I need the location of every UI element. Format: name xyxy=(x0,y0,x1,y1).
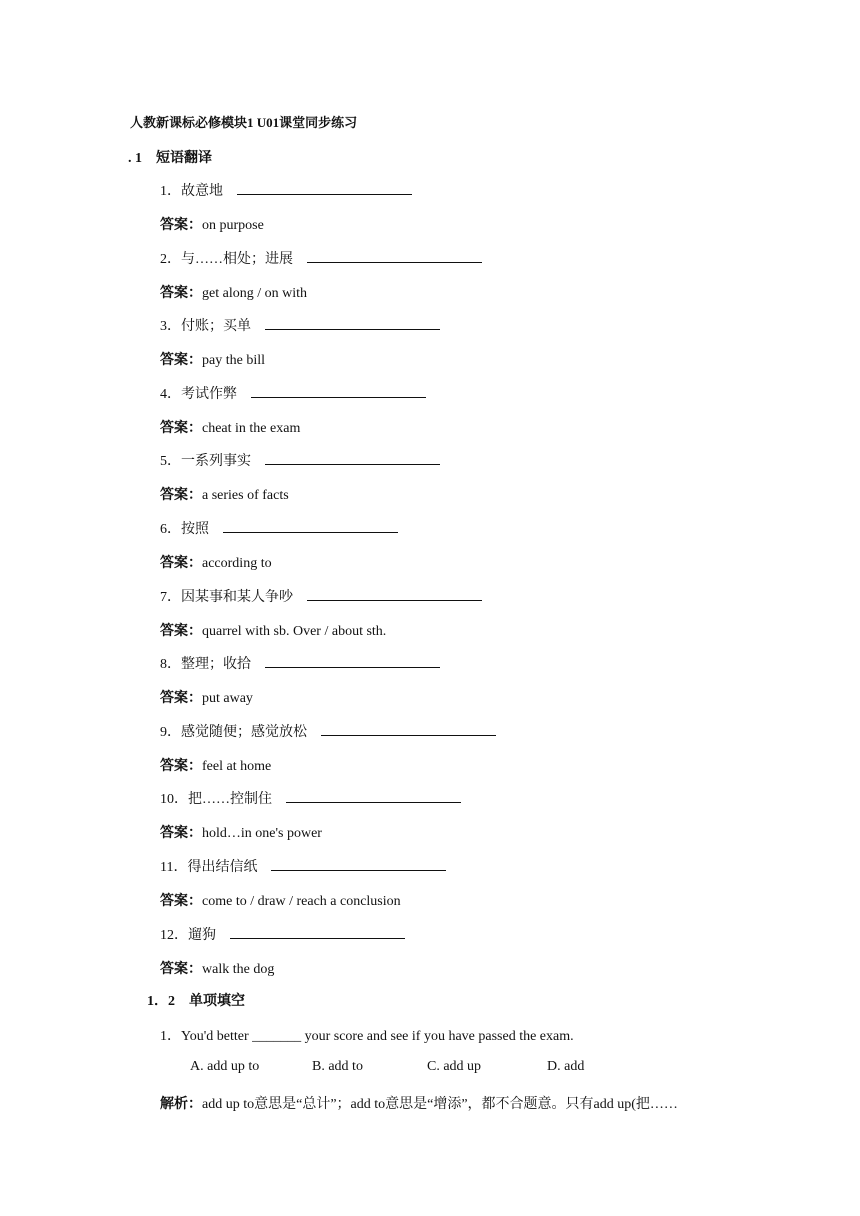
answer-item xyxy=(160,349,265,369)
answer-label: 答案： xyxy=(160,286,202,301)
question-item xyxy=(160,788,461,808)
answer-item xyxy=(160,417,300,437)
analysis-label: 解析： xyxy=(160,1097,202,1112)
answer-text: a series of facts xyxy=(202,488,289,503)
section-heading-multiple-choice: 1．2 单项填空 xyxy=(147,994,245,1009)
question-item xyxy=(160,450,440,470)
answer-text: quarrel with sb. Over / about sth. xyxy=(202,624,387,639)
answer-blank xyxy=(237,182,412,195)
question-item xyxy=(160,248,482,268)
question-item xyxy=(160,856,446,876)
answer-item xyxy=(160,484,289,504)
answer-blank xyxy=(286,790,461,803)
answer-label: 答案： xyxy=(160,691,202,706)
question-item xyxy=(160,518,398,538)
question-text: 2．与……相处；进展 xyxy=(160,252,293,267)
answer-label: 答案： xyxy=(160,421,202,436)
question-text: 5．一系列事实 xyxy=(160,454,251,469)
question-item xyxy=(160,180,412,200)
question-item xyxy=(160,924,405,944)
question-item xyxy=(160,586,482,606)
mc-analysis xyxy=(160,1093,678,1113)
answer-label: 答案： xyxy=(160,962,202,977)
answer-text: walk the dog xyxy=(202,962,275,977)
question-text: 3．付账；买单 xyxy=(160,319,251,334)
answer-label: 答案： xyxy=(160,353,202,368)
question-text: 1．故意地 xyxy=(160,184,223,199)
answer-label: 答案： xyxy=(160,826,202,841)
answer-blank xyxy=(223,520,398,533)
answer-item xyxy=(160,755,271,775)
answer-label: 答案： xyxy=(160,556,202,571)
analysis-text: add up to意思是“总计”；add to意思是“增添”，都不合题意。只有add up(把…… xyxy=(202,1097,678,1112)
answer-item xyxy=(160,890,401,910)
answer-label: 答案： xyxy=(160,759,202,774)
question-text: 7．因某事和某人争吵 xyxy=(160,590,293,605)
answer-blank xyxy=(307,588,482,601)
answer-text: feel at home xyxy=(202,759,272,774)
section-heading-phrase-translation: . 1 短语翻译 xyxy=(128,151,212,166)
answer-item xyxy=(160,282,307,302)
question-text: 12．遛狗 xyxy=(160,928,216,943)
answer-blank xyxy=(307,250,482,263)
answer-text: cheat in the exam xyxy=(202,421,301,436)
answer-text: on purpose xyxy=(202,218,264,233)
answer-blank xyxy=(271,858,446,871)
mc-option-a: A. add up to xyxy=(190,1059,260,1074)
question-text: 8．整理；收拾 xyxy=(160,657,251,672)
answer-item xyxy=(160,687,253,707)
question-text: 4．考试作弊 xyxy=(160,387,237,402)
question-text: 9．感觉随便；感觉放松 xyxy=(160,725,307,740)
answer-text: put away xyxy=(202,691,253,706)
answer-blank xyxy=(251,385,426,398)
answer-label: 答案： xyxy=(160,894,202,909)
question-item xyxy=(160,383,426,403)
answer-item xyxy=(160,620,386,640)
question-item xyxy=(160,315,440,335)
answer-text: according to xyxy=(202,556,272,571)
answer-item xyxy=(160,552,272,572)
answer-text: get along / on with xyxy=(202,286,307,301)
answer-blank xyxy=(265,317,440,330)
answer-label: 答案： xyxy=(160,488,202,503)
answer-item xyxy=(160,822,322,842)
question-item xyxy=(160,721,496,741)
answer-label: 答案： xyxy=(160,624,202,639)
question-text: 6．按照 xyxy=(160,522,209,537)
answer-text: come to / draw / reach a conclusion xyxy=(202,894,401,909)
question-item xyxy=(160,653,440,673)
answer-item xyxy=(160,214,264,234)
mc-option-b: B. add to xyxy=(312,1059,363,1074)
mc-option-c: C. add up xyxy=(427,1059,482,1074)
answer-blank xyxy=(321,723,496,736)
document-title: 人教新课标必修模块1 U01课堂同步练习 xyxy=(130,115,358,130)
answer-blank xyxy=(265,452,440,465)
mc-question: 1．You'd better _______ your score and see if you have passed the exam. xyxy=(160,1029,574,1044)
mc-option-d: D. add xyxy=(547,1059,585,1074)
question-text: 11．得出结信纸 xyxy=(160,860,258,875)
question-text: 10．把……控制住 xyxy=(160,792,272,807)
answer-text: pay the bill xyxy=(202,353,265,368)
answer-blank xyxy=(230,926,405,939)
answer-item xyxy=(160,958,274,978)
answer-label: 答案： xyxy=(160,218,202,233)
answer-text: hold…in one's power xyxy=(202,826,322,841)
answer-blank xyxy=(265,655,440,668)
